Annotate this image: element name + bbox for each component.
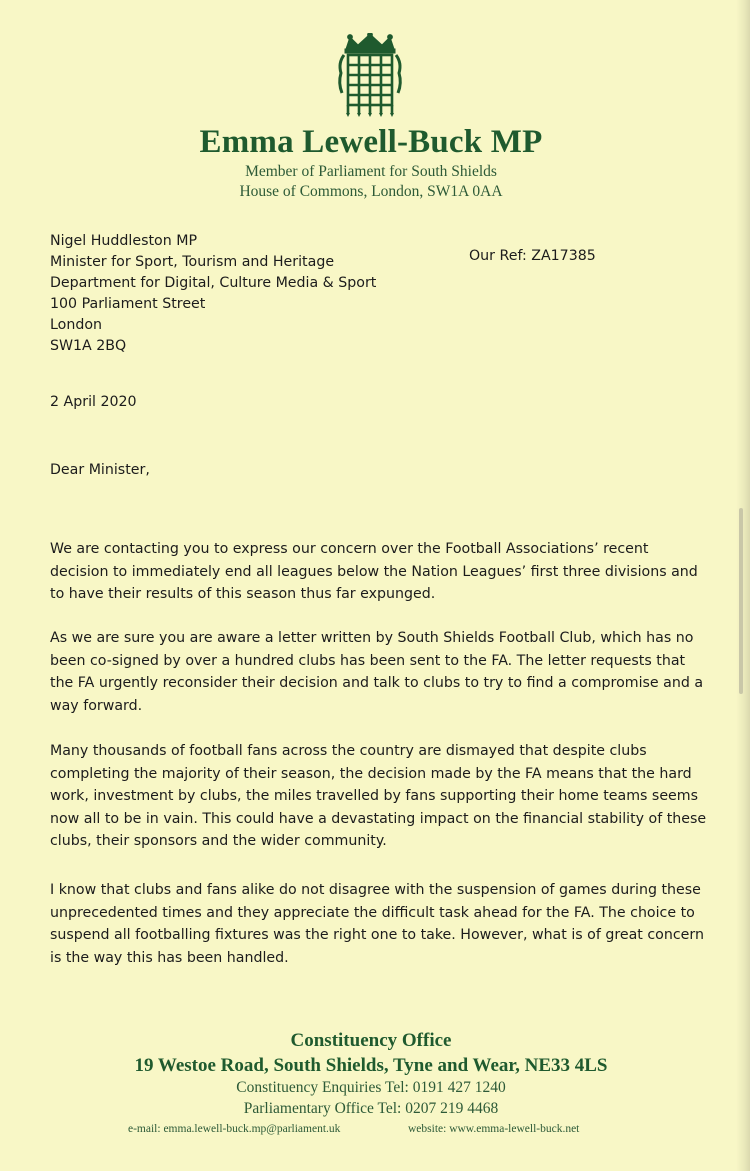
salutation: Dear Minister,: [50, 462, 150, 478]
scrollbar-thumb[interactable]: [739, 508, 743, 694]
body-paragraph: [50, 879, 710, 969]
recipient-line: Minister for Sport, Tourism and Heritage: [50, 254, 335, 270]
constituency-office-title: Constituency Office: [290, 1030, 452, 1051]
body-paragraph: [50, 538, 710, 606]
paragraph-line: clubs, their sponsors and the wider community.: [50, 833, 387, 850]
recipient-line: 100 Parliament Street: [50, 296, 206, 312]
letter-date: 2 April 2020: [50, 394, 137, 410]
constituency-enquiries-tel: Constituency Enquiries Tel: 0191 427 1240: [236, 1079, 506, 1096]
recipient-line: Department for Digital, Culture Media & Sport: [50, 275, 377, 291]
portcullis-icon: [336, 33, 404, 117]
constituency-office-address: 19 Westoe Road, South Shields, Tyne and Wear, NE33 4LS: [134, 1055, 608, 1076]
paragraph-line: the FA urgently reconsider their decision and talk to clubs to try to find a compromise and a: [50, 675, 704, 692]
paragraph-line: now all to be in vain. This could have a devastating impact on the financial stability of these: [50, 810, 707, 827]
paragraph-line: completing the majority of their season, the decision made by the FA means that the hard: [50, 765, 692, 782]
parliamentary-office-tel: Parliamentary Office Tel: 0207 219 4468: [243, 1100, 499, 1117]
letterhead-subtitle-constituency: Member of Parliament for South Shields: [245, 163, 497, 180]
recipient-line: Nigel Huddleston MP: [50, 233, 198, 249]
reference-number: Our Ref: ZA17385: [469, 248, 596, 264]
paragraph-line: We are contacting you to express our concern over the Football Associations’ recent: [50, 541, 649, 557]
recipient-line: SW1A 2BQ: [50, 338, 127, 354]
paragraph-line: been co-signed by over a hundred clubs has been sent to the FA. The letter requests that: [50, 652, 686, 669]
recipient-address: [50, 231, 376, 357]
paragraph-line: As we are sure you are aware a letter written by South Shields Football Club, which has no: [50, 630, 694, 646]
body-paragraph: [50, 627, 710, 717]
letterhead-subtitle-address: House of Commons, London, SW1A 0AA: [239, 183, 503, 200]
recipient-line: London: [50, 317, 103, 333]
paragraph-line: decision to immediately end all leagues below the Nation Leagues’ first three divisions and: [50, 563, 698, 580]
email-address[interactable]: e-mail: emma.lewell-buck.mp@parliament.uk: [128, 1123, 341, 1135]
paragraph-line: is the way this has been handled.: [50, 949, 289, 966]
paragraph-line: Many thousands of football fans across the country are dismayed that despite clubs: [50, 743, 647, 759]
paragraph-line: way forward.: [50, 697, 143, 714]
website-link[interactable]: website: www.emma-lewell-buck.net: [408, 1123, 580, 1135]
body-paragraph: [50, 740, 710, 853]
mp-name: Emma Lewell-Buck MP: [199, 124, 543, 160]
paragraph-line: suspend all footballing fixtures was the right one to take. However, what is of great concern: [50, 927, 704, 944]
paragraph-line: to have their results of this season thus far expunged.: [50, 586, 436, 603]
paragraph-line: unprecedented times and they appreciate the difficult task ahead for the FA. The choice to: [50, 904, 695, 921]
paragraph-line: work, investment by clubs, the miles travelled by fans supporting their home teams seems: [50, 788, 698, 805]
paragraph-line: I know that clubs and fans alike do not disagree with the suspension of games during these: [50, 882, 701, 898]
